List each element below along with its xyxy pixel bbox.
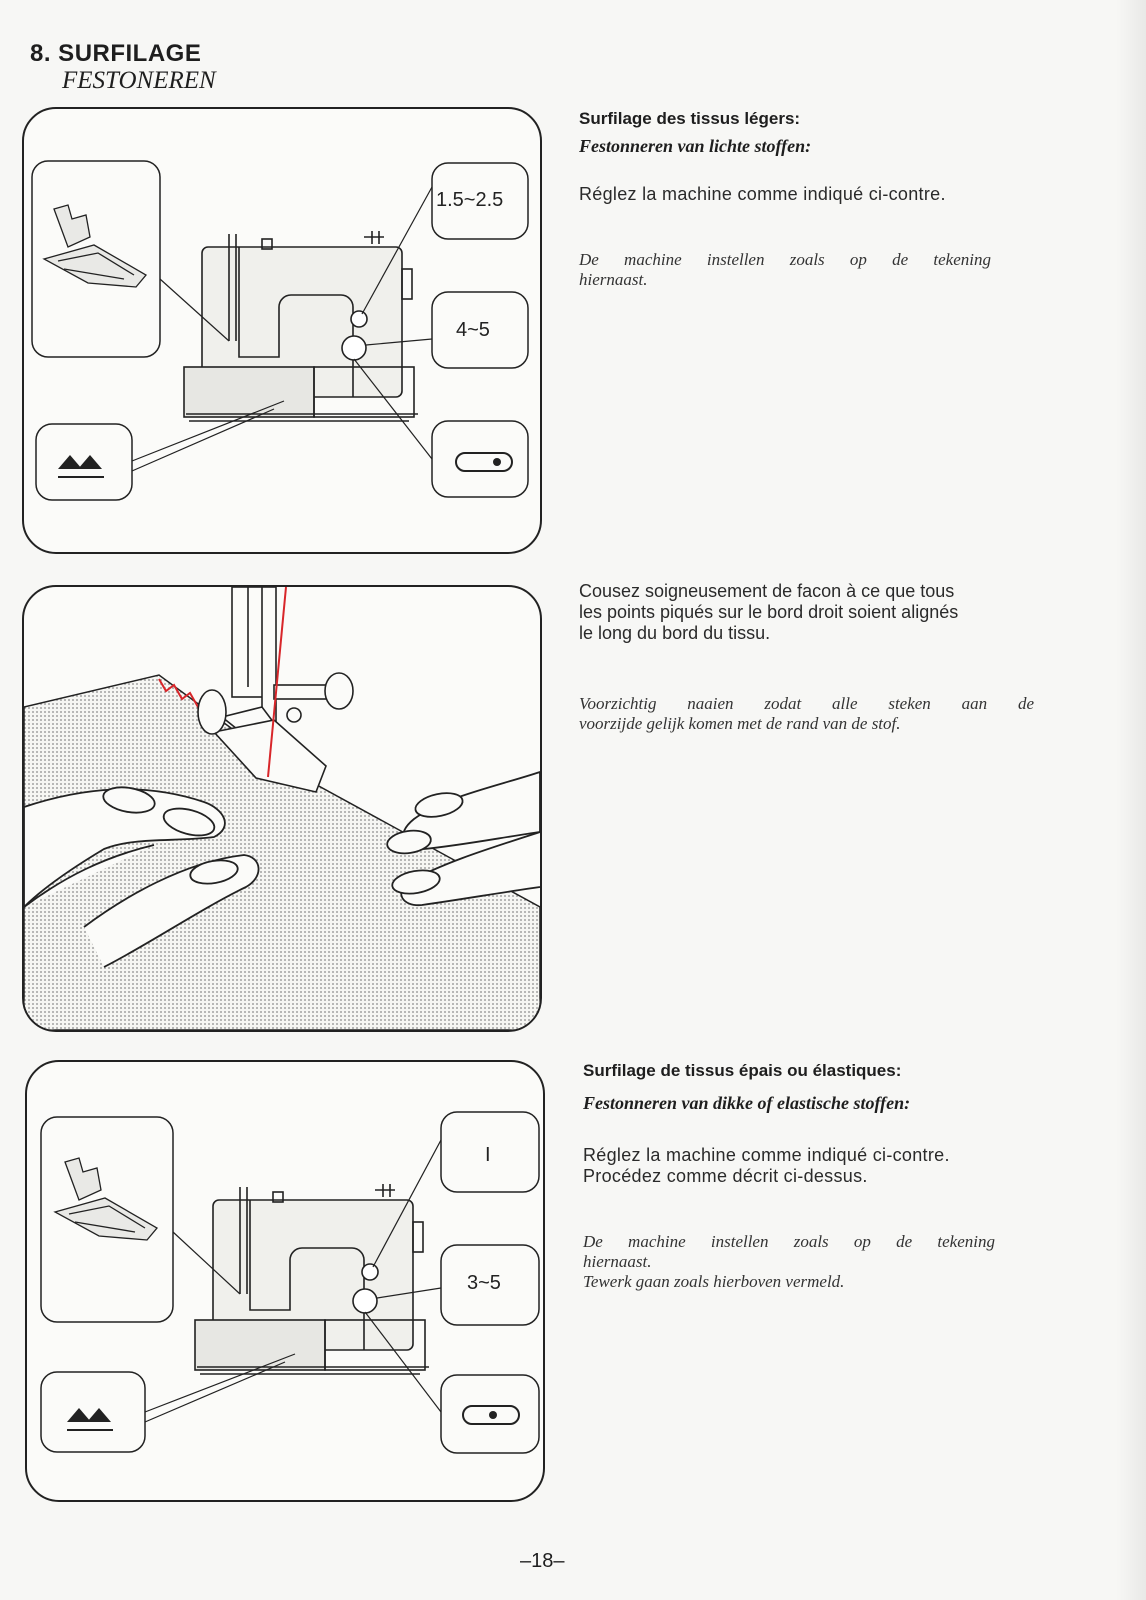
page-edge-shadow [1116, 0, 1146, 1600]
stitch-length-setting: 4~5 [456, 319, 490, 341]
instruction-fr: Réglez la machine comme indiqué ci-contre. [579, 184, 946, 204]
instruction-nl-line1: De machine instellen zoals op de tekening [579, 250, 991, 269]
heading-heavy-fabrics-dutch: Festonneren van dikke of elastische stoffen: [583, 1093, 911, 1113]
heavy-instruction-nl [583, 1232, 995, 1292]
heading-heavy-fabrics: Surfilage de tissus épais ou élastiques: [583, 1061, 902, 1080]
heavy-instruction-nl-line1: De machine instellen zoals op de tekening [583, 1232, 995, 1251]
heavy-instruction-fr [583, 1145, 950, 1187]
sewing-instruction-nl-line1: Voorzichtig naaien zodat alle steken aan de [579, 694, 1034, 713]
stitch-length-setting: 3~5 [467, 1272, 501, 1294]
instruction-nl [579, 250, 991, 290]
illustration-panel-heavy-fabrics [25, 1060, 545, 1502]
presser-foot-icon [44, 205, 146, 287]
heavy-instruction-fr-line2: Procédez comme décrit ci-dessus. [583, 1166, 868, 1186]
heavy-instruction-nl-line2: hiernaast. [583, 1252, 652, 1271]
stitch-selector-icon [456, 453, 512, 471]
stitch-width-setting: 1.5~2.5 [436, 189, 504, 211]
sewing-instruction-fr-line2: les points piqués sur le bord droit soient alignés [579, 602, 959, 622]
section-title-dutch: FESTONEREN [62, 67, 216, 94]
feed-dog-icon [58, 455, 104, 477]
heading-light-fabrics-dutch: Festonneren van lichte stoffen: [579, 136, 812, 156]
sewing-edge-illustration [24, 587, 540, 1030]
illustration-panel-sewing [22, 585, 542, 1032]
sewing-instruction-fr-line3: le long du bord du tissu. [579, 623, 771, 643]
heavy-instruction-fr-line1: Réglez la machine comme indiqué ci-contre. [583, 1145, 950, 1165]
feed-dog-icon [67, 1408, 113, 1430]
sewing-machine-icon [184, 231, 418, 421]
machine-setup-diagram-2 [27, 1062, 543, 1500]
section-title: 8. SURFILAGE [30, 40, 202, 67]
feed-dog-box [41, 1372, 145, 1452]
sewing-instruction-fr-line1: Cousez soigneusement de facon à ce que tous [579, 581, 955, 601]
selector-box [432, 421, 528, 497]
heavy-instruction-nl-line3: Tewerk gaan zoals hierboven vermeld. [583, 1272, 845, 1291]
instruction-nl-line2: hiernaast. [579, 270, 648, 289]
heading-light-fabrics: Surfilage des tissus légers: [579, 109, 801, 128]
presser-foot-icon [55, 1158, 157, 1240]
illustration-panel-light-fabrics [22, 107, 542, 554]
stitch-width-setting: I [485, 1144, 491, 1166]
sewing-instruction-nl-line2: voorzijde gelijk komen met de rand van de stof. [579, 714, 901, 733]
stitch-selector-icon [463, 1406, 519, 1424]
page-number: –18– [520, 1550, 565, 1572]
sewing-instruction-nl [579, 694, 1034, 734]
right-hand [386, 772, 540, 905]
sewing-machine-icon [195, 1184, 429, 1374]
sewing-instruction-fr [579, 581, 1039, 644]
